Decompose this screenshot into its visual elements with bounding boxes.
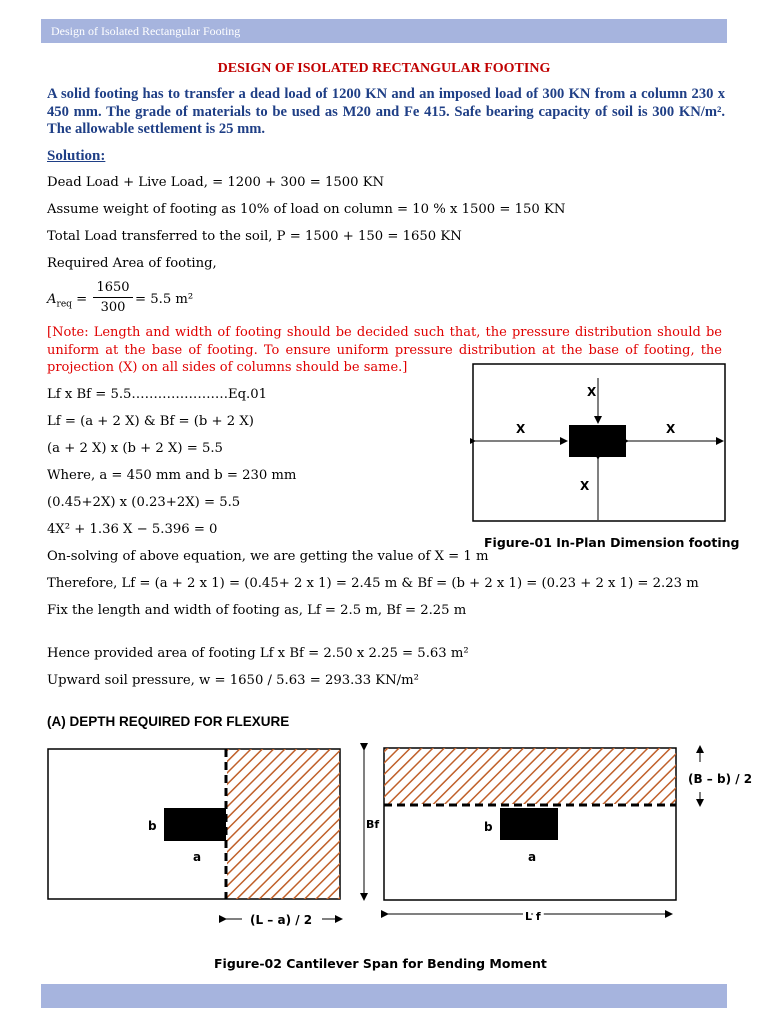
label-a-left: a bbox=[193, 850, 202, 864]
label-x-left: X bbox=[516, 422, 526, 436]
calc-line-solution-x: On-solving of above equation, we are getting the value of X = 1 m bbox=[47, 549, 489, 564]
area-equation-rhs: = 5.5 m² bbox=[135, 292, 194, 307]
column-block-left bbox=[164, 808, 226, 841]
calc-line-lf-bf: Lf = (a + 2 X) & Bf = (b + 2 X) bbox=[47, 414, 254, 429]
document-title: DESIGN OF ISOLATED RECTANGULAR FOOTING bbox=[217, 61, 551, 76]
label-x-right: X bbox=[666, 422, 676, 436]
calc-line-therefore: Therefore, Lf = (a + 2 x 1) = (0.45+ 2 x 1) = 2.45 m & Bf = (b + 2 x 1) = (0.23 + 2 x 1) = 2.23 m bbox=[47, 576, 699, 591]
label-b-left: b bbox=[148, 819, 157, 833]
figure-01-caption: Figure-01 In-Plan Dimension footing bbox=[484, 535, 740, 550]
label-x-top: X bbox=[587, 385, 597, 399]
area-equation-lhs: $A_{req}$ = bbox=[47, 292, 88, 310]
figure-02-cantilever bbox=[44, 740, 764, 935]
calc-line-where: Where, a = 450 mm and b = 230 mm bbox=[47, 468, 297, 483]
header-bar bbox=[41, 19, 727, 43]
figure-02-caption: Figure-02 Cantilever Span for Bending Moment bbox=[214, 956, 547, 971]
fraction-denominator: 300 bbox=[100, 300, 126, 315]
column-block-right bbox=[500, 808, 558, 840]
column-block bbox=[569, 425, 626, 457]
calc-line-total-load: Total Load transferred to the soil, P = 1500 + 150 = 1650 KN bbox=[47, 229, 462, 244]
area-fraction bbox=[93, 280, 133, 315]
section-heading-flexure: (A) DEPTH REQUIRED FOR FLEXURE bbox=[47, 714, 290, 729]
fraction-numerator: 1650 bbox=[96, 280, 130, 295]
label-a-right: a bbox=[528, 850, 537, 864]
calc-line-eq01: Lf x Bf = 5.5………………….Eq.01 bbox=[47, 387, 267, 402]
footer-bar bbox=[41, 984, 727, 1008]
calc-line-fix-size: Fix the length and width of footing as, Lf = 2.5 m, Bf = 2.25 m bbox=[47, 603, 467, 618]
label-x-bottom: X bbox=[580, 479, 590, 493]
calc-line-quadratic: 4X² + 1.36 X − 5.396 = 0 bbox=[47, 522, 218, 537]
label-lf: L f bbox=[525, 910, 541, 923]
label-b-minus-b: (B – b) / 2 bbox=[688, 772, 753, 786]
header-title: Design of Isolated Rectangular Footing bbox=[51, 24, 241, 38]
calc-line-footing-weight: Assume weight of footing as 10% of load on column = 10 % x 1500 = 150 KN bbox=[47, 202, 566, 217]
label-b-right: b bbox=[484, 820, 493, 834]
calc-line-load: Dead Load + Live Load, = 1200 + 300 = 1500 KN bbox=[47, 175, 385, 190]
calc-line-numeric: (0.45+2X) x (0.23+2X) = 5.5 bbox=[47, 495, 241, 510]
problem-statement: A solid footing has to transfer a dead load of 1200 KN and an imposed load of 300 KN from a column 230 x 450 mm. The grade of materials to be used as M20 and Fe 415. Safe bearing capacity of soil is 300 KN/m². The allowable settlement is 25 mm. bbox=[47, 86, 725, 137]
hatched-cantilever-x bbox=[227, 749, 340, 899]
solution-heading: Solution: bbox=[47, 148, 106, 164]
label-bf: Bf bbox=[366, 818, 380, 831]
note-text: [Note: Length and width of footing should be decided such that, the pressure distribution should be uniform at the base of footing. To ensure uniform pressure distribution at the base of footing, the projection (X) on all sides of columns should be same.] bbox=[47, 325, 722, 376]
hatched-cantilever-y bbox=[384, 748, 676, 804]
calc-line-soil-pressure: Upward soil pressure, w = 1650 / 5.63 = 293.33 KN/m² bbox=[47, 673, 419, 688]
label-l-minus-a: (L – a) / 2 bbox=[250, 913, 313, 927]
calc-line-provided-area: Hence provided area of footing Lf x Bf = 2.50 x 2.25 = 5.63 m² bbox=[47, 646, 469, 661]
calc-line-product: (a + 2 X) x (b + 2 X) = 5.5 bbox=[47, 441, 223, 456]
fraction-bar bbox=[93, 297, 133, 298]
figure-01-plan bbox=[470, 362, 730, 527]
calc-line-required-area: Required Area of footing, bbox=[47, 256, 217, 271]
